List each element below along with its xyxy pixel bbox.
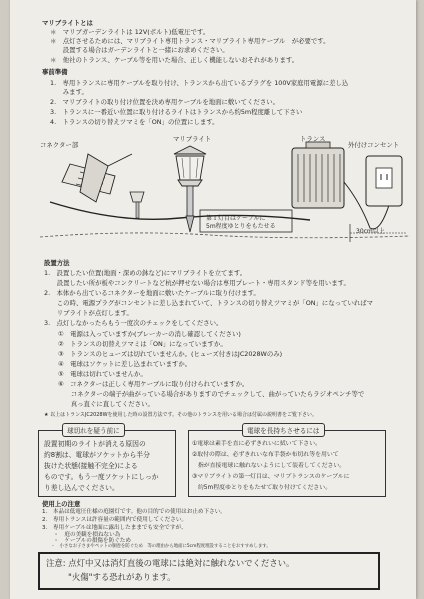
intro-title: マリブライトとは bbox=[42, 19, 93, 27]
prep-title: 事前準備 bbox=[42, 68, 68, 76]
usage-line: ・ 小さなお子さまやペットの胴巻を防ぐため 等の理由から地面に5cm程度埋設することをおすすめします。 bbox=[42, 544, 271, 549]
intro-line: ＊ マリブガーデンライトは 12V(ボルト)低電圧です。 bbox=[50, 28, 210, 36]
usage-line: 1. 本品は低電圧仕様の庭園灯です。他の目的での使用はお止め下さい。 bbox=[42, 509, 226, 515]
bulb-box-line: ものです。もう一度ソケットにしっか bbox=[44, 473, 159, 481]
bulb-box-line: 約8割は、電球がソケットから半分 bbox=[44, 451, 150, 459]
small-light-illustration bbox=[130, 192, 144, 218]
install-step: 1. 設置したい位置(地面・深めの鉢など)にマリブライトを立てます。 bbox=[44, 269, 247, 277]
replace-box-line: ③マリブライトの第一灯目は、マリブトランスのケーブルに bbox=[192, 474, 350, 480]
prep-step: 2. マリブライトの取り付け位置を決め専用ケーブルを地面に敷いてください。 bbox=[50, 98, 279, 106]
malibu-light-illustration bbox=[174, 146, 206, 232]
prep-step: みます。 bbox=[50, 88, 88, 96]
replace-box-line: ①電球は素手を直に必ずきれいに拭いて下さい。 bbox=[192, 441, 321, 447]
install-step: 設置したい所が板やコンクリートなど杭が押せない場合は専用プレート・専用スタンド等を用います。 bbox=[44, 279, 350, 287]
intro-line: ＊ 点灯させるためには、マリブライト専用トランス・マリブライト専用ケーブル が必要です。 bbox=[50, 37, 330, 45]
replace-box-line: ②取付の際は、必ずきれいな布手袋か布切れ等を用いて bbox=[192, 452, 339, 458]
install-step: リブライトが点灯します。 bbox=[44, 309, 133, 317]
check-item: ⑤ 電球は切れていませんか。 bbox=[58, 370, 147, 378]
intro-line: 設置する場合はガーデンライトと一緒にお求めください。 bbox=[50, 46, 229, 54]
instruction-sheet bbox=[10, 0, 416, 599]
usage-title: 使用上の注意 bbox=[42, 500, 81, 508]
install-step: この時、電源プラグがコンセントに差し込まれていて、トランスの切り替えツマミが「ON」になっていればマ bbox=[44, 299, 374, 307]
usage-line: 3. 専用ケーブルは地面に露出したままでも安全ですが、 bbox=[42, 525, 187, 531]
usage-line: ・ ケーブルの損傷を防ぐため bbox=[42, 538, 131, 544]
usage-line: ・ 庭の美観を損ねない為 bbox=[42, 532, 121, 538]
connector-label: コネクター部 bbox=[40, 141, 79, 149]
prep-step: 4. トランスの切り替えツマミを「ON」の位置にします。 bbox=[50, 118, 219, 126]
replace-box-title: 電球を長持ちさせるには bbox=[242, 423, 325, 437]
bulb-box-line: 抜けた状態(接触不完全)による bbox=[44, 462, 138, 470]
warning-box bbox=[38, 552, 380, 590]
check-item: コネクターの端子が曲がっている場合がありますのでチェックして、曲がっていたらラジオペンチ等で bbox=[58, 390, 365, 398]
cable-slack-note: 5m程度ゆとりをもたせる bbox=[206, 223, 276, 230]
prep-step: 3. トランスに一番近い位置に取り付けるライトはトランスから約5m程度離して下さい bbox=[50, 108, 303, 116]
distance-label: 30cm以上 bbox=[356, 228, 385, 235]
installation-diagram bbox=[10, 132, 416, 257]
install-step: 3. 点灯しなかったらもう一度次のチェックをしてください。 bbox=[44, 319, 223, 327]
transformer-label: トランス bbox=[300, 135, 326, 143]
connector-illustration bbox=[62, 154, 132, 202]
check-item: ③ トランスのヒューズは切れていませんか。(ヒューズ付きはJC2028Wのみ) bbox=[58, 350, 283, 358]
replace-box-line: 指が直接電球に触れないようにして装着してください。 bbox=[192, 463, 346, 469]
replace-box-line: 約5m程度ゆとりをもたせて取り付けてください。 bbox=[192, 485, 332, 491]
check-item: 真っ直ぐに直してください。 bbox=[58, 400, 154, 408]
warning-line: "火傷"する恐れがあります。 bbox=[68, 572, 176, 582]
transformer-illustration bbox=[292, 142, 344, 208]
check-item: ⑥ コネクターは正しく専用ケーブルに取り付けられていますか。 bbox=[58, 380, 249, 388]
outlet-illustration bbox=[366, 156, 402, 206]
intro-line: ＊ 他社のトランス、ケーブル等を用いた場合、正しく機能しないおそれがあります。 bbox=[50, 56, 299, 64]
bulb-box-line: り差し込んでください。 bbox=[44, 484, 119, 492]
check-item: ① 電源は入っていますか(ブレーカーの消し確認してください) bbox=[58, 330, 241, 338]
cable-slack-note: 第１灯目はケーブルに bbox=[206, 215, 266, 222]
check-item: ② トランスの切替えツマミは「ON」になっていますか。 bbox=[58, 340, 227, 348]
usage-line: 2. 専用トランスは許容量の範囲内で使用してください。 bbox=[42, 517, 188, 523]
outlet-label: 外付けコンセント bbox=[348, 141, 400, 149]
warning-line: 注意: 点灯中又は消灯直後の電球には絶対に触れないでください。 bbox=[46, 558, 295, 568]
light-label: マリブライト bbox=[173, 135, 212, 143]
install-title: 設置方法 bbox=[44, 259, 70, 267]
bulb-box-title: 球切れを疑う前に bbox=[62, 423, 125, 437]
prep-step: 1. 専用トランスに専用ケーブルを取り付け、トランスから出ているプラグを 100V家庭用電源に差し込 bbox=[50, 79, 349, 87]
bulb-box-line: 設置初期のライトが消える原因の bbox=[44, 440, 146, 448]
install-step: 2. 本体から出ているコネクターを地面に敷いたケーブルに取り付けます。 bbox=[44, 289, 260, 297]
check-item: ④ 電球はソケットに差し込まれていますか。 bbox=[58, 360, 192, 368]
install-footnote: ★ 以上はトランスJC2028Wを使用した時の設置方法です。その他のトランスを用いる場合は付属の説明書をご覧下さい。 bbox=[44, 412, 318, 418]
